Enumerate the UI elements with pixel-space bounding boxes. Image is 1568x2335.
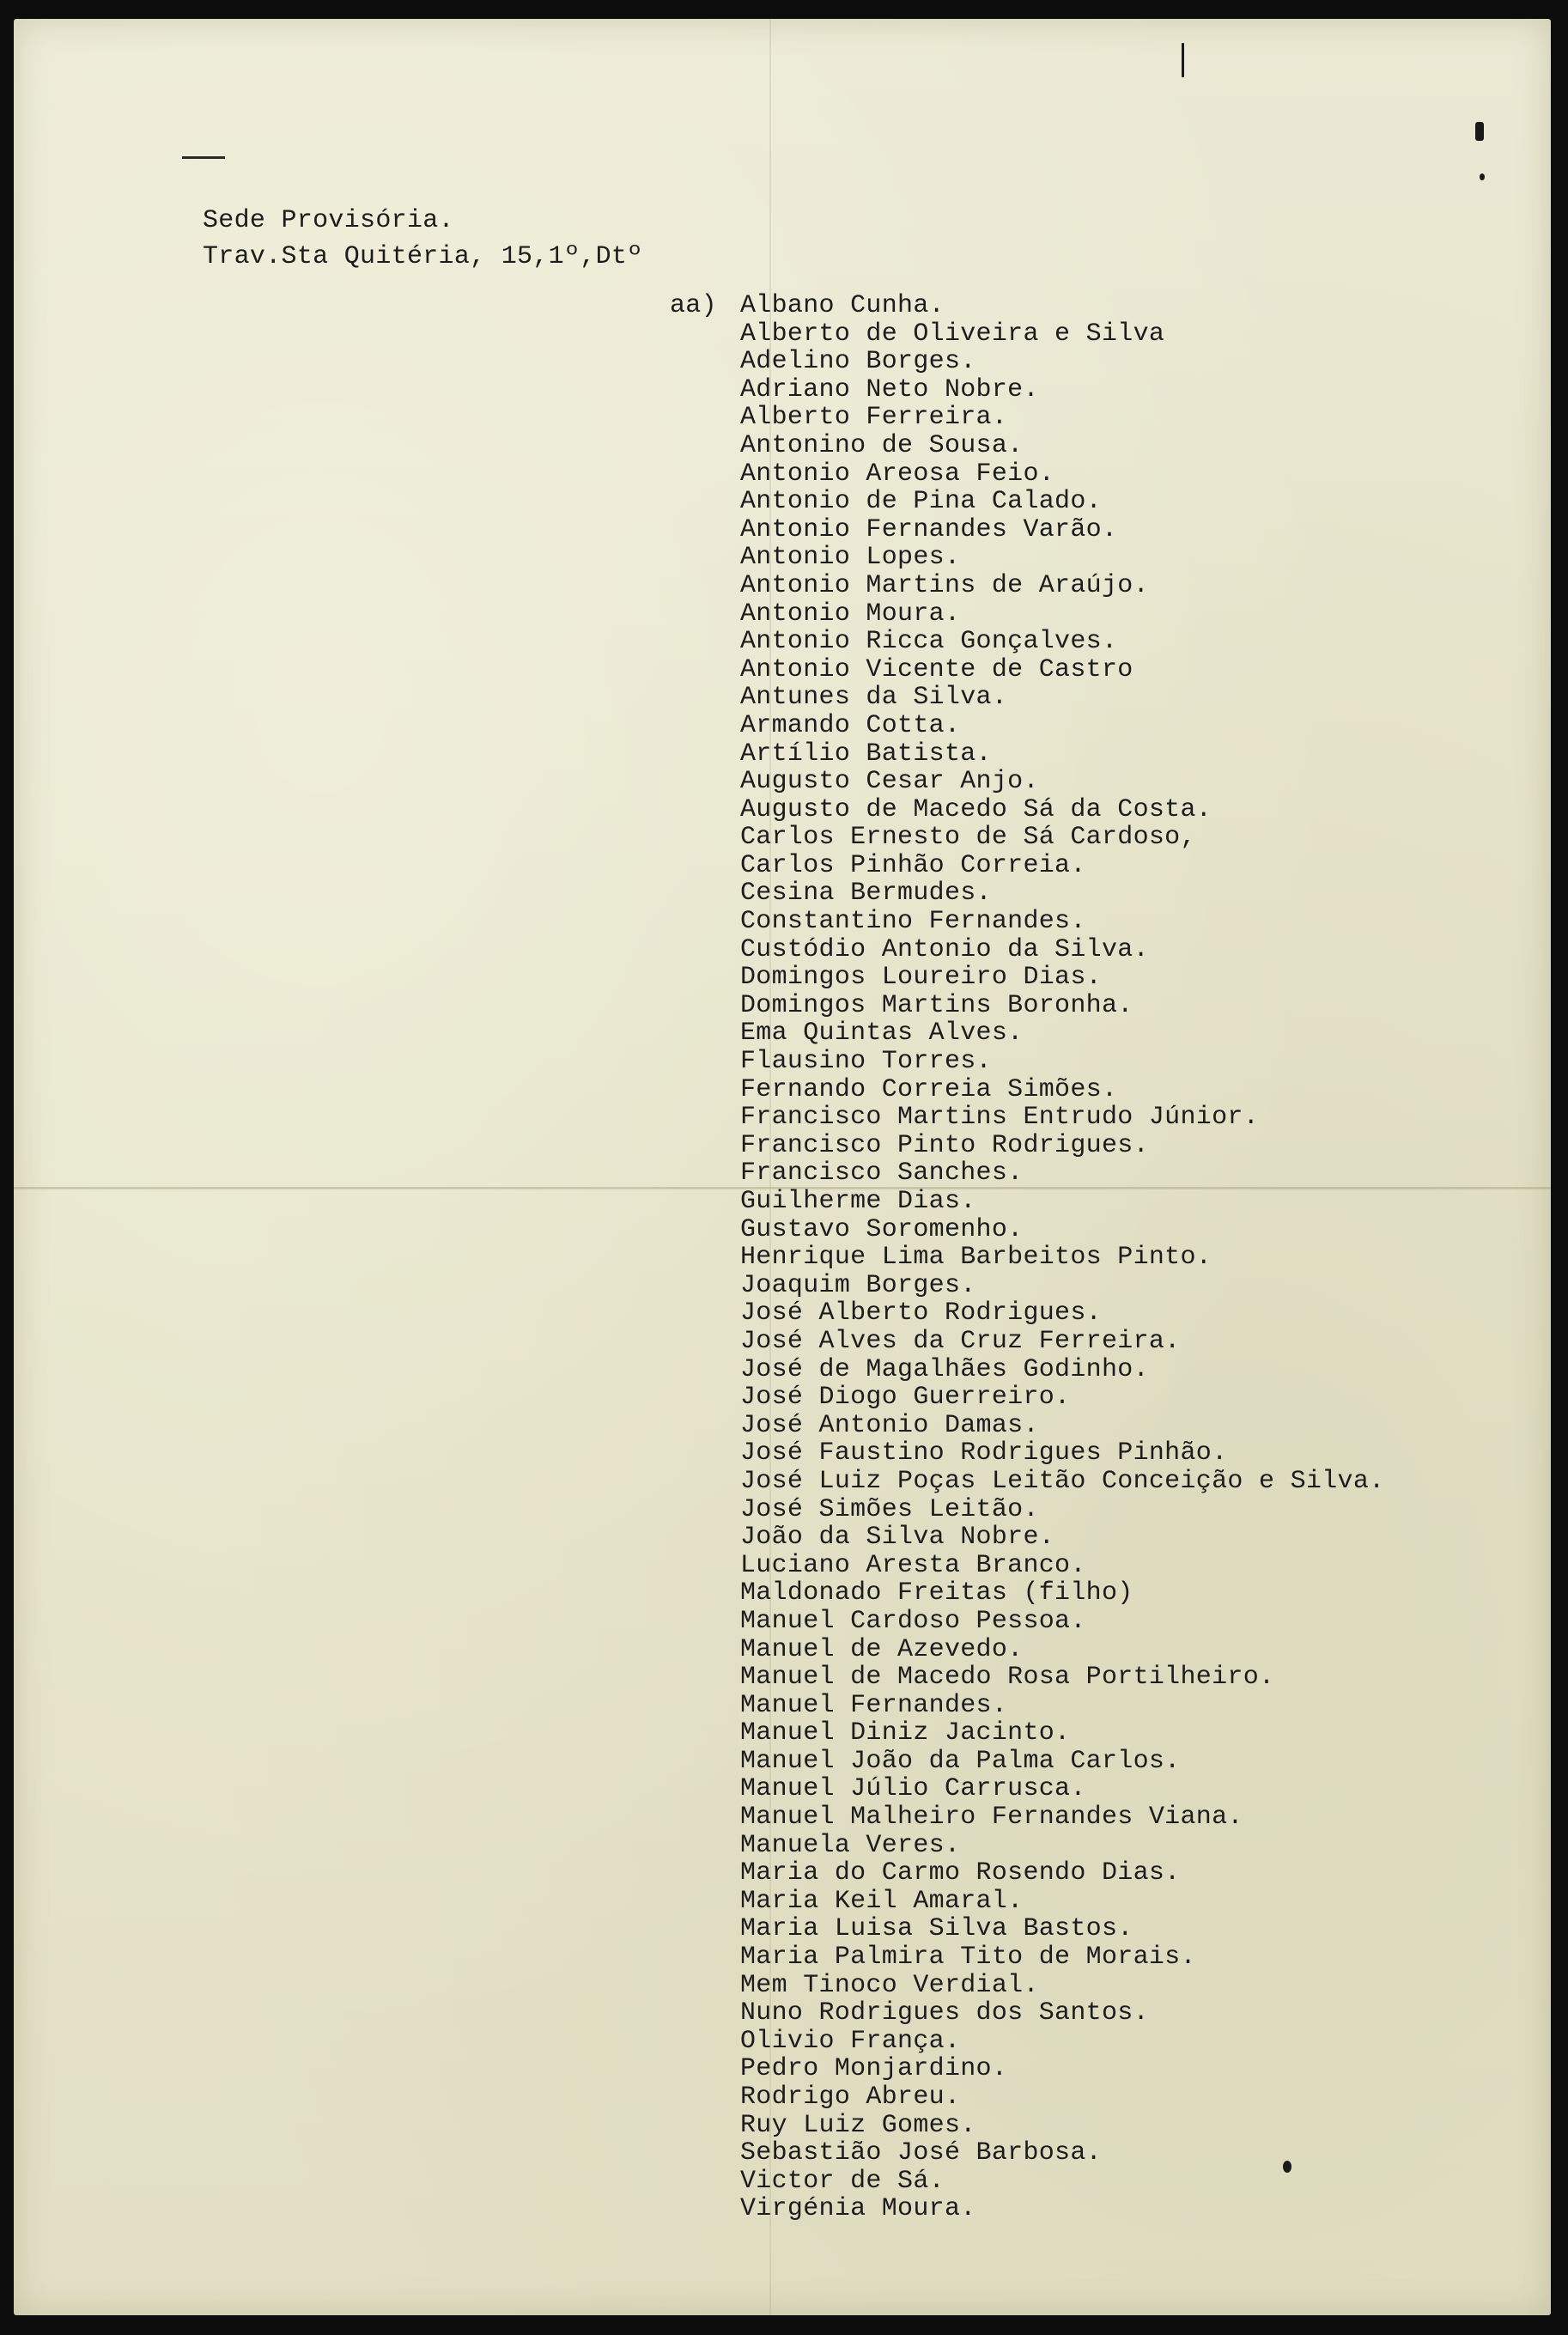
signatory-name: Manuel Júlio Carrusca. (740, 1774, 1086, 1804)
signatory-name: Artílio Batista. (740, 739, 992, 769)
signatory-name: Luciano Aresta Branco. (740, 1550, 1086, 1580)
signatory-name: Antunes da Silva. (740, 683, 1008, 713)
typed-dash-mark (182, 156, 225, 159)
signatory-name: Joaquim Borges. (740, 1270, 976, 1300)
signatory-name: Antonio Areosa Feio. (740, 459, 1055, 489)
signatory-name: Francisco Sanches. (740, 1158, 1024, 1189)
signatory-name: Antonio de Pina Calado. (740, 487, 1102, 517)
signatory-name: Olivio França. (740, 2026, 961, 2056)
signatory-name: Carlos Pinhão Correia. (740, 850, 1086, 880)
signatory-name: Flausino Torres. (740, 1047, 992, 1077)
ink-speck (1182, 43, 1184, 77)
signatory-name: Nuno Rodrigues dos Santos. (740, 1998, 1149, 2028)
signatory-name: Pedro Monjardino. (740, 2054, 1008, 2084)
signatory-name: Antonino de Sousa. (740, 430, 1024, 460)
ink-speck (1480, 173, 1485, 180)
signatory-name: Henrique Lima Barbeitos Pinto. (740, 1243, 1212, 1273)
signatory-name: Gustavo Soromenho. (740, 1214, 1024, 1244)
signatory-name: José Alberto Rodrigues. (740, 1298, 1102, 1329)
signatory-name: José Faustino Rodrigues Pinhão. (740, 1438, 1228, 1468)
signatory-name: Maria do Carmo Rosendo Dias. (740, 1858, 1181, 1888)
document-page (14, 19, 1551, 2315)
signatory-name: Antonio Lopes. (740, 543, 961, 573)
signatory-name: Albano Cunha. (740, 291, 945, 320)
signatory-name: Augusto Cesar Anjo. (740, 767, 1039, 797)
signatory-name: Rodrigo Abreu. (740, 2083, 961, 2112)
signatory-name: Antonio Martins de Araújo. (740, 570, 1149, 600)
signatory-name: Guilherme Dias. (740, 1187, 976, 1216)
signatory-name: José Diogo Guerreiro. (740, 1383, 1071, 1413)
signatory-name: Maria Luisa Silva Bastos. (740, 1914, 1133, 1944)
signatory-name: Francisco Pinto Rodrigues. (740, 1130, 1149, 1160)
address-line-headquarters: Sede Provisória. (203, 206, 454, 235)
signatory-name: Cesina Bermudes. (740, 879, 992, 909)
signatory-name: Manuel Fernandes. (740, 1690, 1008, 1720)
signatory-name: Ema Quintas Alves. (740, 1019, 1024, 1049)
signatory-name: Alberto de Oliveira e Silva (740, 319, 1165, 349)
signatory-name: Maria Keil Amaral. (740, 1886, 1024, 1916)
signatory-name: Armando Cotta. (740, 710, 961, 740)
signatory-name: Antonio Vicente de Castro (740, 654, 1133, 684)
signatory-name: Constantino Fernandes. (740, 907, 1086, 937)
signatory-name: Adelino Borges. (740, 347, 976, 377)
signatory-name: José Antonio Damas. (740, 1410, 1039, 1440)
signatory-name: Augusto de Macedo Sá da Costa. (740, 794, 1212, 824)
signatory-name: Domingos Loureiro Dias. (740, 963, 1102, 993)
signatory-name: Custódio Antonio da Silva. (740, 934, 1149, 964)
signatory-name: Manuel João da Palma Carlos. (740, 1746, 1181, 1776)
signatory-name: Ruy Luiz Gomes. (740, 2110, 976, 2140)
signatory-name: Domingos Martins Boronha. (740, 990, 1133, 1020)
signatory-name: José Luiz Poças Leitão Conceição e Silva. (740, 1466, 1385, 1496)
signatory-name: Maria Palmira Tito de Morais. (740, 1943, 1196, 1973)
ink-speck (1475, 122, 1484, 141)
signatory-name: Manuela Veres. (740, 1830, 961, 1860)
signatory-name: Alberto Ferreira. (740, 403, 1008, 433)
signatory-name: José Simões Leitão. (740, 1494, 1039, 1524)
signatory-name: Francisco Martins Entrudo Júnior. (740, 1103, 1259, 1133)
signatory-name: Manuel Malheiro Fernandes Viana. (740, 1803, 1243, 1833)
signatory-name: Carlos Ernesto de Sá Cardoso, (740, 823, 1196, 853)
signatory-name: Manuel de Macedo Rosa Portilheiro. (740, 1663, 1275, 1693)
signatory-name: José Alves da Cruz Ferreira. (740, 1326, 1181, 1356)
signatory-name: Fernando Correia Simões. (740, 1074, 1118, 1104)
signatory-name: Adriano Neto Nobre. (740, 374, 1039, 404)
signatory-name: Manuel Cardoso Pessoa. (740, 1606, 1086, 1636)
signatory-name: Victor de Sá. (740, 2166, 945, 2196)
signatory-name: João da Silva Nobre. (740, 1523, 1055, 1553)
signatory-name: Manuel de Azevedo. (740, 1634, 1024, 1664)
signatures-marker: aa) (670, 291, 717, 320)
signatory-name: Antonio Fernandes Varão. (740, 514, 1118, 544)
signatory-name: José de Magalhães Godinho. (740, 1354, 1149, 1384)
signatory-name: Antonio Ricca Gonçalves. (740, 627, 1118, 657)
signatories-list (740, 292, 1384, 2223)
address-line-street: Trav.Sta Quitéria, 15,1º,Dtº (203, 242, 643, 271)
signatory-name: Antonio Moura. (740, 599, 961, 629)
sender-address (203, 203, 642, 275)
signatory-name: Maldonado Freitas (filho) (740, 1578, 1133, 1608)
signatory-name: Manuel Diniz Jacinto. (740, 1718, 1071, 1748)
signatory-name: Sebastião José Barbosa. (740, 2138, 1102, 2168)
signatory-name: Virgénia Moura. (740, 2194, 976, 2224)
signatory-name: Mem Tinoco Verdial. (740, 1970, 1039, 2000)
